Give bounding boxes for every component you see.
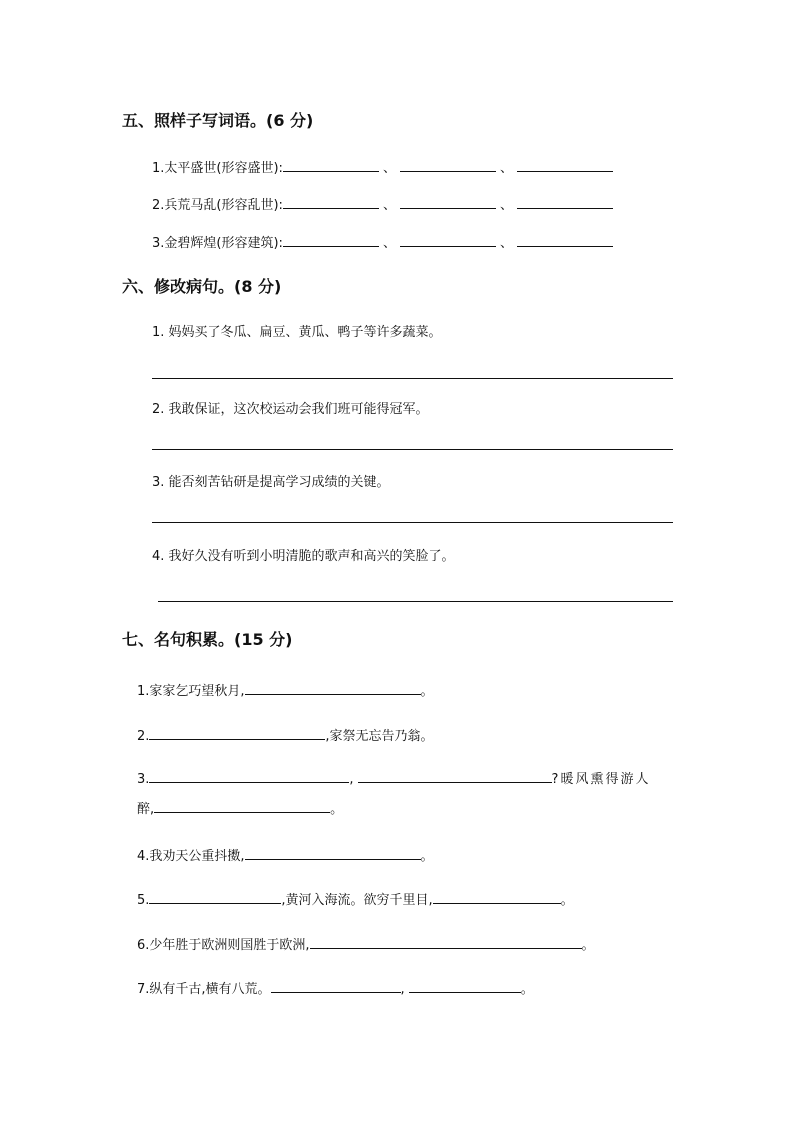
s5-item-1-blank-2[interactable] [400,156,496,172]
s5-item-1-blank-3[interactable] [517,156,613,172]
s7-q3-line-1 [137,767,650,787]
s7-q6-end: 。 [581,938,595,953]
s7-q3-number: 3. [137,772,150,787]
section-7-title: 七、名句积累。(15 分) [122,630,293,649]
s5-item-3-blank-1[interactable] [283,231,379,247]
s7-q3-blank-3[interactable] [154,797,330,813]
s7-q1 [137,679,434,699]
s7-q4-text: 4.我劝天公重抖擞, [137,849,245,864]
s7-q1-text: 1.家家乞巧望秋月, [137,684,245,699]
separator: 、 [499,161,513,176]
s7-q6 [137,933,595,953]
s6-answer-line-4[interactable] [158,601,673,602]
s7-q2 [137,724,434,744]
s7-q2-text: ,家祭无忘告乃翁。 [325,729,434,744]
s7-q3-end: 。 [330,802,344,817]
s7-q7-blank-1[interactable] [271,977,401,993]
s7-q5-text: ,黄河入海流。欲穷千里目, [281,893,433,908]
s5-item-3-label: 3.金碧辉煌(形容建筑): [152,236,283,251]
s6-item-4: 4. 我好久没有听到小明清脆的歌声和高兴的笑脸了。 [152,549,455,564]
s6-answer-line-3[interactable] [152,522,673,523]
s7-q3-text: ?暖风熏得游人 [551,772,651,787]
section-6-title: 六、修改病句。(8 分) [122,277,282,296]
s7-q4 [137,844,434,864]
separator: 、 [499,236,513,251]
s7-q3-line-2 [137,797,343,817]
s7-q5-blank-2[interactable] [433,888,561,904]
s5-item-3-blank-2[interactable] [400,231,496,247]
s7-q4-blank[interactable] [245,844,421,860]
s6-answer-line-2[interactable] [152,449,673,450]
s7-q6-text: 6.少年胜于欧洲则国胜于欧洲, [137,938,310,953]
s7-q5-number: 5. [137,893,150,908]
s7-q7-end: 。 [520,982,534,997]
s5-item-3 [152,231,613,251]
separator: 、 [382,161,396,176]
separator: 、 [382,236,396,251]
s6-answer-line-1[interactable] [152,378,673,379]
s7-q7 [137,977,534,997]
s7-q5 [137,888,574,908]
s5-item-2-blank-3[interactable] [517,193,613,209]
section-5-title: 五、照样子写词语。(6 分) [122,111,314,130]
s7-q4-end: 。 [420,849,434,864]
separator: 、 [382,198,396,213]
s6-item-1: 1. 妈妈买了冬瓜、扁豆、黄瓜、鸭子等许多蔬菜。 [152,325,442,340]
s6-item-3: 3. 能否刻苦钻研是提高学习成绩的关键。 [152,475,390,490]
s7-q7-comma: , [400,982,405,997]
s5-item-1 [152,156,613,176]
s7-q3-blank-1[interactable] [149,767,349,783]
s7-q2-blank[interactable] [149,724,325,740]
s7-q1-end: 。 [420,684,434,699]
s5-item-2-blank-2[interactable] [400,193,496,209]
s5-item-2-blank-1[interactable] [283,193,379,209]
s7-q1-blank[interactable] [245,679,421,695]
s7-q6-blank[interactable] [310,933,582,949]
s5-item-1-label: 1.太平盛世(形容盛世): [152,161,283,176]
s7-q3-blank-2[interactable] [358,767,552,783]
s5-item-3-blank-3[interactable] [517,231,613,247]
s7-q5-end: 。 [560,893,574,908]
s5-item-1-blank-1[interactable] [283,156,379,172]
s5-item-2 [152,193,613,213]
s7-q7-blank-2[interactable] [409,977,521,993]
s7-q5-blank-1[interactable] [149,888,281,904]
s7-q3-text-2: 醉, [137,802,155,817]
s5-item-2-label: 2.兵荒马乱(形容乱世): [152,198,283,213]
s6-item-2: 2. 我敢保证，这次校运动会我们班可能得冠军。 [152,402,429,417]
s7-q3-comma: , [349,772,354,787]
separator: 、 [499,198,513,213]
s7-q7-text: 7.纵有千古,横有八荒。 [137,982,271,997]
s7-q2-number: 2. [137,729,150,744]
